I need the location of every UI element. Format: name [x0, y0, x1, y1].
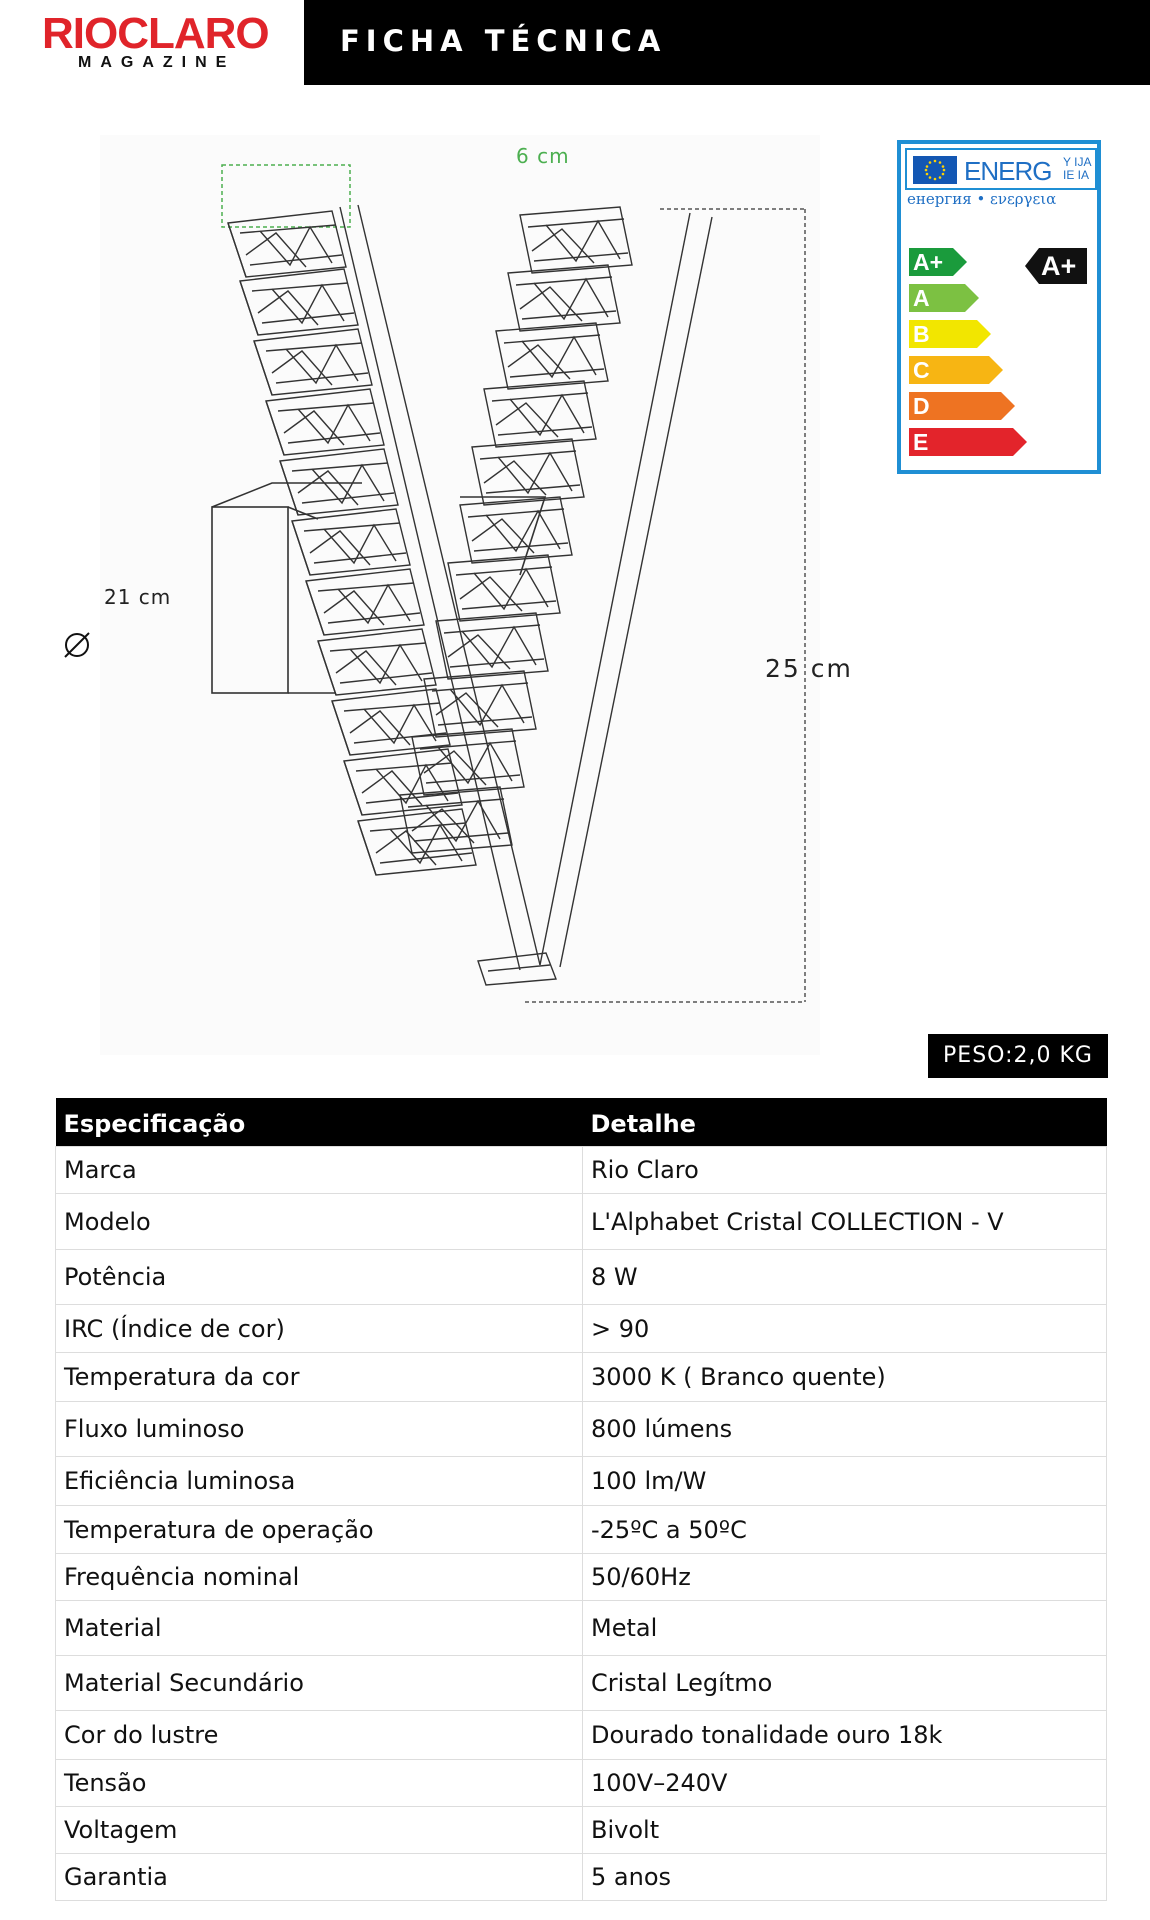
title-bar [304, 0, 1150, 85]
table-row [56, 1147, 1107, 1194]
energy-class-label: A+ [913, 249, 944, 275]
product-drawing [100, 135, 820, 1055]
spec-name: Temperatura da cor [56, 1353, 583, 1402]
spec-name: Tensão [56, 1760, 583, 1807]
spec-name: Cor do lustre [56, 1711, 583, 1760]
table-row [56, 1601, 1107, 1656]
table-row [56, 1506, 1107, 1554]
spec-name: Potência [56, 1250, 583, 1305]
table-row [56, 1711, 1107, 1760]
eu-flag-icon [913, 156, 957, 184]
spec-value: Metal [583, 1601, 1107, 1656]
column-header-detail: Detalhe [583, 1098, 1107, 1147]
spec-value: -25ºC a 50ºC [583, 1506, 1107, 1554]
header [0, 0, 1150, 85]
spec-value: 100 lm/W [583, 1457, 1107, 1506]
brand-logo[interactable] [0, 0, 304, 85]
table-row [56, 1656, 1107, 1711]
spec-value: 5 anos [583, 1854, 1107, 1901]
spec-value: Cristal Legítmo [583, 1656, 1107, 1711]
spec-name: Frequência nominal [56, 1554, 583, 1601]
energy-suffix-1: Y IJA [1063, 155, 1092, 169]
energy-label-title: ENERG [964, 156, 1052, 186]
spec-name: Marca [56, 1147, 583, 1194]
energy-rating-value: A+ [1041, 251, 1077, 281]
spec-value: 50/60Hz [583, 1554, 1107, 1601]
table-row [56, 1854, 1107, 1901]
table-row [56, 1760, 1107, 1807]
energy-label-title-suffix [1063, 156, 1091, 182]
table-row [56, 1807, 1107, 1854]
diameter-dimension-label: 21 cm [104, 585, 172, 609]
spec-name: Voltagem [56, 1807, 583, 1854]
spec-name: Fluxo luminoso [56, 1402, 583, 1457]
spec-value: 100V–240V [583, 1760, 1107, 1807]
spec-table [55, 1098, 1107, 1901]
energy-label-header [905, 148, 1097, 190]
table-header-row [56, 1098, 1107, 1147]
energy-class-label: C [913, 357, 930, 383]
spec-value: Bivolt [583, 1807, 1107, 1854]
energy-class-label: E [913, 429, 929, 455]
logo-wordmark [42, 9, 269, 58]
table-row [56, 1554, 1107, 1601]
table-row [56, 1457, 1107, 1506]
table-row [56, 1305, 1107, 1353]
diameter-icon [62, 630, 92, 660]
energy-suffix-2: IE IA [1063, 168, 1090, 182]
spec-value: 3000 K ( Branco quente) [583, 1353, 1107, 1402]
energy-class-label: B [913, 321, 930, 347]
table-row [56, 1402, 1107, 1457]
logo-subtitle: MAGAZINE [78, 54, 236, 71]
energy-rating-badge [1025, 248, 1087, 284]
height-dimension-label: 25 cm [765, 654, 853, 683]
width-dimension-label: 6 cm [516, 144, 570, 168]
spec-value: > 90 [583, 1305, 1107, 1353]
spec-value: 8 W [583, 1250, 1107, 1305]
table-row [56, 1353, 1107, 1402]
logo-top-text: RIOCLARO [42, 9, 269, 58]
spec-name: Material Secundário [56, 1656, 583, 1711]
energy-label-subtitle: енергия • ενεργεια [907, 190, 1057, 208]
spec-name: Eficiência luminosa [56, 1457, 583, 1506]
spec-name: Garantia [56, 1854, 583, 1901]
spec-name: IRC (Índice de cor) [56, 1305, 583, 1353]
column-header-spec: Especificação [56, 1098, 583, 1147]
spec-value: 800 lúmens [583, 1402, 1107, 1457]
spec-value: L'Alphabet Cristal COLLECTION - V [583, 1194, 1107, 1250]
spec-value: Rio Claro [583, 1147, 1107, 1194]
table-row [56, 1194, 1107, 1250]
energy-class-label: A [913, 285, 930, 311]
spec-value: Dourado tonalidade ouro 18k [583, 1711, 1107, 1760]
table-row [56, 1250, 1107, 1305]
spec-name: Modelo [56, 1194, 583, 1250]
spec-name: Temperatura de operação [56, 1506, 583, 1554]
energy-class-label: D [913, 393, 930, 419]
spec-name: Material [56, 1601, 583, 1656]
energy-label [897, 140, 1101, 474]
weight-badge: PESO:2,0 KG [928, 1034, 1108, 1078]
page-title: FICHA TÉCNICA [340, 24, 667, 58]
